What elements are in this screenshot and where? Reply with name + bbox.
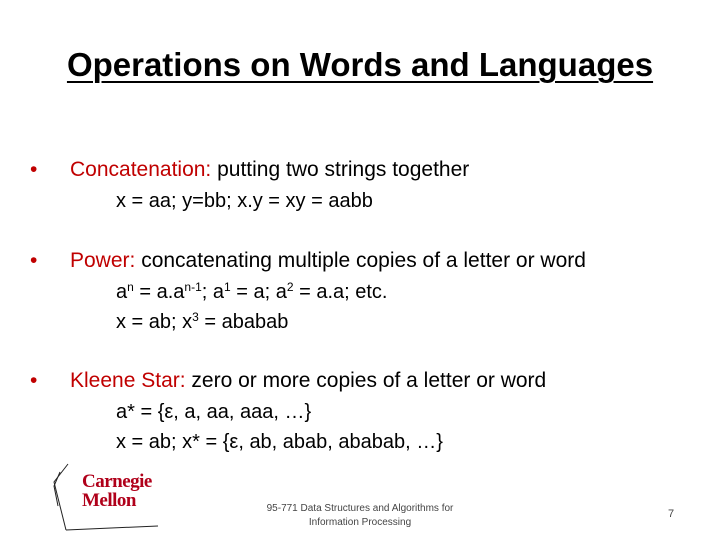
slide-title: Operations on Words and Languages	[66, 46, 654, 83]
power-exponent-n-minus-1: n-1	[184, 280, 202, 294]
slide-footer	[250, 502, 470, 530]
bullet-text: putting two strings together	[211, 158, 470, 181]
power-rest: = a.a; etc.	[293, 281, 388, 303]
kleene-example: x = ab; x* = {ε, ab, abab, ababab, …}	[116, 431, 443, 453]
bullet-term: Concatenation:	[70, 158, 212, 181]
bullet-marker: •	[30, 158, 38, 181]
logo-line-2: Mellon	[82, 490, 136, 511]
power-a1: ; a	[201, 281, 225, 303]
footer-line-1: 95-771 Data Structures and Algorithms for	[266, 503, 454, 514]
power-eq1: = a.a	[133, 281, 185, 303]
power-definition	[116, 280, 388, 304]
power-exponent-1: 1	[224, 280, 231, 294]
concatenation-example: x = aa; y=bb; x.y = xy = aabb	[116, 190, 373, 212]
power-base: a	[116, 281, 128, 303]
logo-wordmark	[82, 472, 152, 510]
bullet-text: concatenating multiple copies of a letter or word	[135, 249, 586, 272]
power-example	[116, 310, 288, 334]
page-number: 7	[668, 508, 675, 520]
power-example-post: = ababab	[198, 311, 289, 333]
power-exponent-2: 2	[286, 280, 294, 294]
footer-line-2: Information Processing	[308, 517, 412, 528]
bullet-kleene-star	[30, 369, 546, 393]
bullet-power	[30, 249, 586, 273]
bullet-term: Kleene Star:	[70, 369, 186, 392]
power-exponent-n: n	[127, 280, 134, 294]
power-exponent-3: 3	[192, 310, 199, 324]
kleene-definition: a* = {ε, a, aa, aaa, …}	[116, 401, 312, 423]
bullet-term: Power:	[70, 249, 136, 272]
bullet-text: zero or more copies of a letter or word	[185, 369, 547, 392]
logo-line-1: Carnegie	[82, 471, 152, 492]
bullet-marker: •	[30, 369, 38, 392]
bullet-marker: •	[30, 249, 38, 272]
power-example-pre: x = ab; x	[116, 311, 193, 333]
bullet-concatenation	[30, 158, 469, 182]
power-eq2: = a; a	[230, 281, 287, 303]
